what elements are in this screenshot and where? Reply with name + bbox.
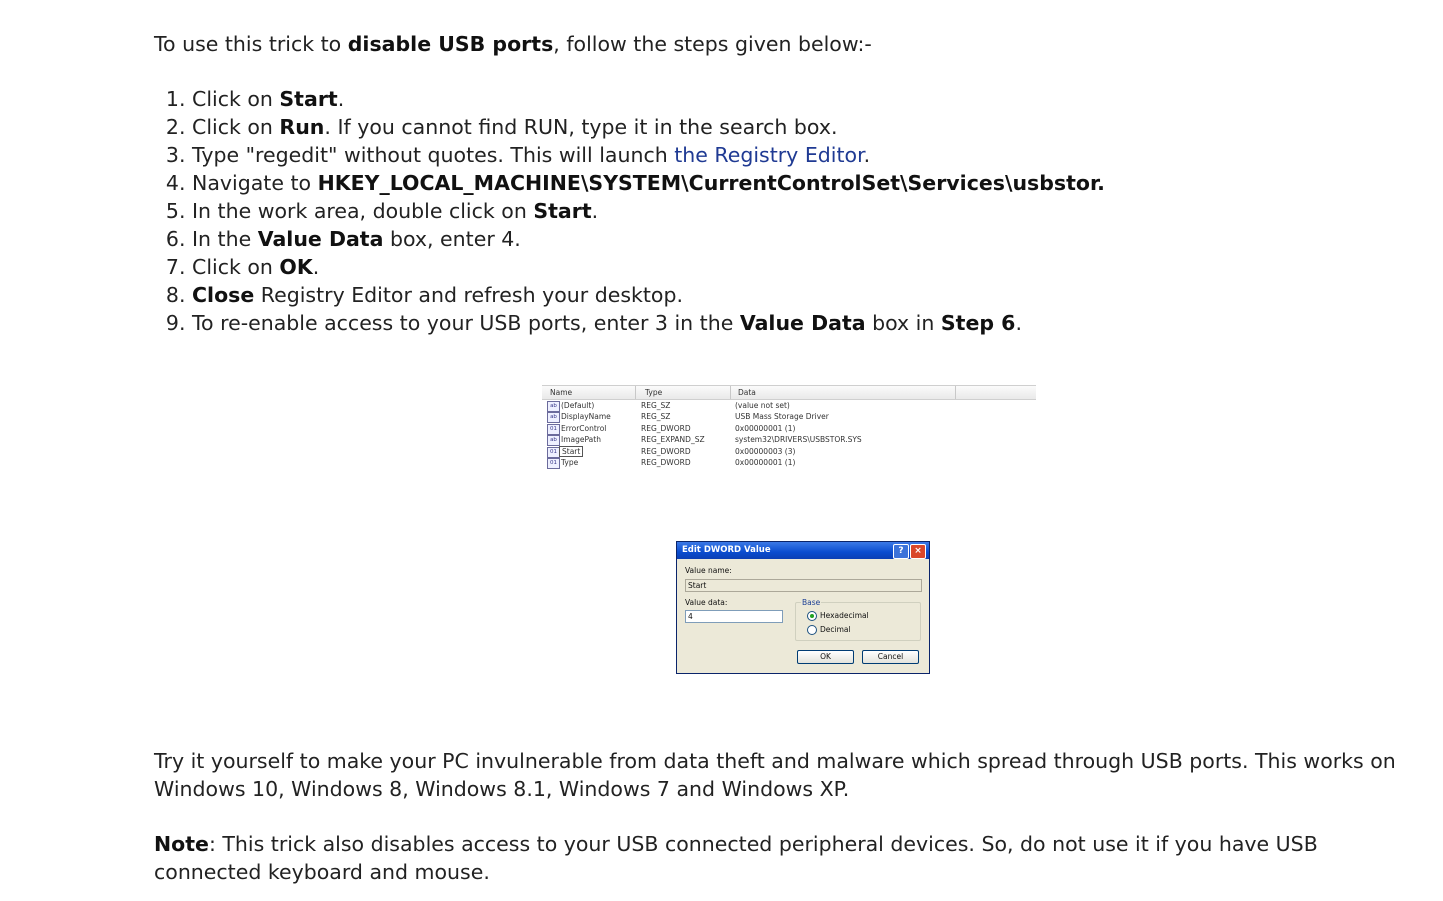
- registry-row-start[interactable]: 01 Start REG_DWORD 0x00000003 (3): [542, 446, 1036, 457]
- header-type: Type: [645, 388, 663, 397]
- registry-values-screenshot: [542, 385, 1036, 471]
- base-label: Base: [802, 598, 821, 607]
- help-icon[interactable]: ?: [893, 544, 909, 559]
- note-text: : This trick also disables access to your USB connected peripheral devices. So, do not use it if you have USB connected keyboard and mouse.: [154, 832, 1318, 884]
- note-paragraph: [154, 830, 1429, 886]
- step-item: 6. In the Value Data box, enter 4.: [192, 225, 1429, 253]
- value-data-input[interactable]: 4: [685, 610, 783, 623]
- cancel-button[interactable]: Cancel: [862, 650, 919, 664]
- registry-editor-link[interactable]: the Registry Editor: [674, 143, 864, 167]
- ok-button[interactable]: OK: [797, 650, 854, 664]
- article-body: [154, 30, 1429, 337]
- dword-value-icon: 01: [547, 458, 560, 469]
- intro-suffix: , follow the steps given below:-: [553, 32, 872, 56]
- registry-row[interactable]: ab DisplayName REG_SZ USB Mass Storage Driver: [542, 411, 1036, 422]
- registry-header: [542, 385, 1036, 400]
- step-item: 5. In the work area, double click on Start.: [192, 197, 1429, 225]
- decimal-label: Decimal: [820, 625, 851, 634]
- step-item: 9. To re-enable access to your USB ports, enter 3 in the Value Data box in Step 6.: [192, 309, 1429, 337]
- header-name: Name: [550, 388, 573, 397]
- dword-value-icon: 01: [547, 424, 560, 435]
- dialog-title-bar: [677, 542, 929, 559]
- step-item: 1. Click on Start.: [192, 85, 1429, 113]
- step-item: 3. Type "regedit" without quotes. This will launch the Registry Editor.: [192, 141, 1429, 169]
- string-value-icon: ab: [547, 401, 560, 412]
- registry-row[interactable]: ab ImagePath REG_EXPAND_SZ system32\DRIVERS\USBSTOR.SYS: [542, 434, 1036, 445]
- conclusion-paragraph: Try it yourself to make your PC invulnerable from data theft and malware which spread through USB ports. This works on Windows 10, Windows 8, Windows 8.1, Windows 7 and Windows XP.: [154, 749, 1396, 801]
- intro-bold: disable USB ports: [347, 32, 554, 56]
- edit-dword-dialog: [676, 541, 930, 674]
- registry-row[interactable]: 01 ErrorControl REG_DWORD 0x00000001 (1): [542, 423, 1036, 434]
- hexadecimal-radio[interactable]: [807, 611, 817, 621]
- string-value-icon: ab: [547, 412, 560, 423]
- step-item: 4. Navigate to HKEY_LOCAL_MACHINE\SYSTEM\CurrentControlSet\Services\usbstor.: [192, 169, 1429, 197]
- hexadecimal-label: Hexadecimal: [820, 611, 869, 620]
- step-item: 7. Click on OK.: [192, 253, 1429, 281]
- string-value-icon: ab: [547, 435, 560, 446]
- base-group: [795, 602, 921, 641]
- value-name-label: Value name:: [685, 566, 732, 575]
- decimal-radio[interactable]: [807, 625, 817, 635]
- step-item: 8. Close Registry Editor and refresh your desktop.: [192, 281, 1429, 309]
- dialog-title: Edit DWORD Value: [682, 545, 771, 555]
- registry-row[interactable]: ab (Default) REG_SZ (value not set): [542, 400, 1036, 411]
- note-label: Note: [154, 832, 209, 856]
- step-item: 2. Click on Run. If you cannot find RUN, type it in the search box.: [192, 113, 1429, 141]
- registry-row[interactable]: 01 Type REG_DWORD 0x00000001 (1): [542, 457, 1036, 468]
- close-icon[interactable]: ×: [910, 544, 926, 559]
- value-data-label: Value data:: [685, 598, 728, 607]
- intro-text: [154, 30, 1429, 58]
- steps-list: [154, 85, 1429, 337]
- header-data: Data: [738, 388, 756, 397]
- intro-prefix: To use this trick to: [154, 32, 348, 56]
- dword-value-icon: 01: [547, 447, 560, 458]
- value-name-field[interactable]: Start: [685, 579, 922, 592]
